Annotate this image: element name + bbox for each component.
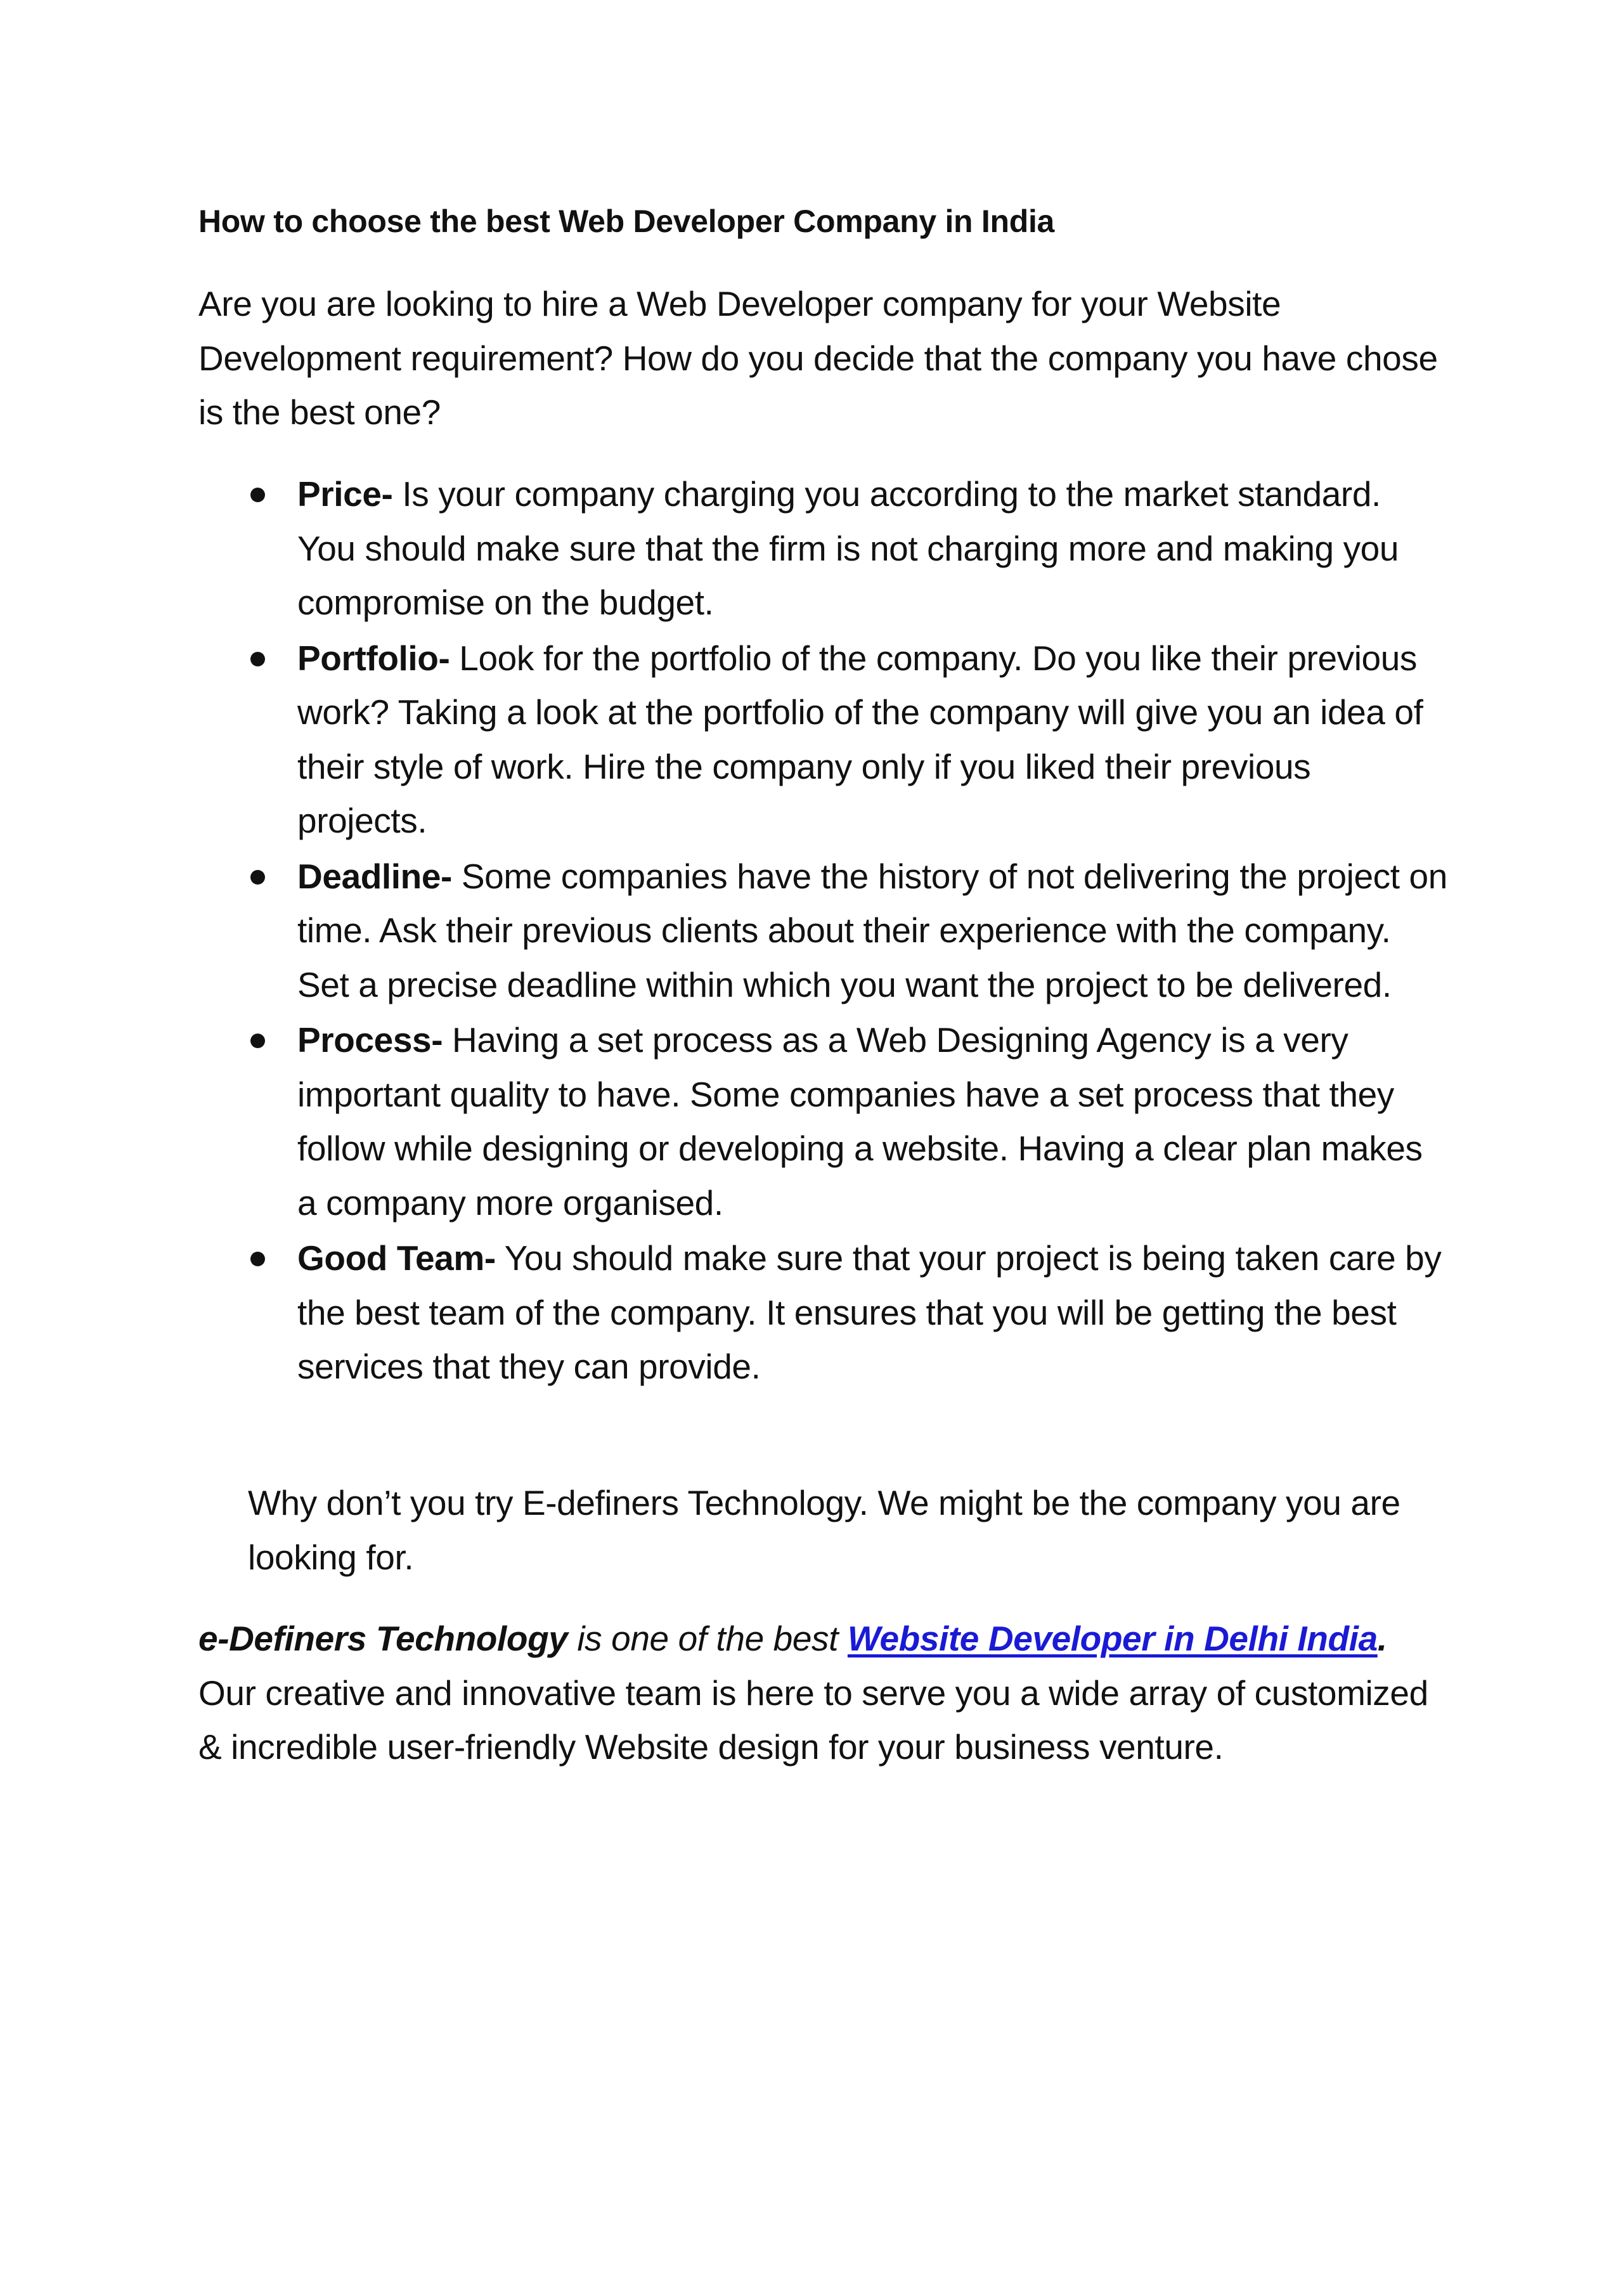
list-item-text: Is your company charging you according to the market standard. You should make sure that the firm is not charging more and making you compromise on the budget. xyxy=(297,474,1399,622)
list-item-term: Price- xyxy=(297,474,393,514)
list-item-deadline xyxy=(198,850,1447,1013)
list-item-text: You should make sure that your project is being taken care by the best team of the company. It ensures that you will be getting the best services that they can provide. xyxy=(297,1238,1442,1386)
list-item-text: Having a set process as a Web Designing Agency is a very important quality to have. Some companies have a set process that they follow while designing or developing a website. Having a clear plan makes a company more organised. xyxy=(297,1020,1423,1223)
promo-period: . xyxy=(1377,1619,1387,1658)
website-developer-link[interactable]: Website Developer in Delhi India xyxy=(847,1619,1378,1658)
bullet-icon xyxy=(250,1252,265,1266)
list-item-text: Look for the portfolio of the company. Do you like their previous work? Taking a look at the portfolio of the company will give you an idea of their style of work. Hire the company only if you liked their previous projects. xyxy=(297,638,1423,840)
list-item-term: Portfolio- xyxy=(297,638,450,678)
criteria-list xyxy=(198,467,1447,1396)
list-item-term: Process- xyxy=(297,1020,443,1060)
intro-paragraph: Are you are looking to hire a Web Developer company for your Website Development requirement? How do you decide that the company you have chose is the best one? xyxy=(198,284,1438,432)
brand-name: e-Definers Technology xyxy=(198,1619,568,1658)
promo-paragraph xyxy=(198,1612,1454,1775)
bullet-icon xyxy=(250,652,265,666)
promo-middle-text: is one of the best xyxy=(567,1619,848,1658)
list-item-term: Deadline- xyxy=(297,856,452,896)
bullet-icon xyxy=(250,870,265,885)
list-item-process xyxy=(198,1013,1447,1230)
list-item-portfolio xyxy=(198,632,1447,848)
list-item-text: Some companies have the history of not delivering the project on time. Ask their previous clients about their experience with the company. Set a precise deadline within which you want the project to be delivered. xyxy=(297,856,1447,1004)
page-title: How to choose the best Web Developer Company in India xyxy=(198,204,1055,239)
promo-rest-text: Our creative and innovative team is here to serve you a wide array of customized & incredible user-friendly Website design for your business venture. xyxy=(198,1673,1428,1767)
bullet-icon xyxy=(250,1034,265,1048)
list-item-price xyxy=(198,467,1447,630)
list-item-good-team xyxy=(198,1231,1447,1394)
bullet-icon xyxy=(250,488,265,502)
list-item-term: Good Team- xyxy=(297,1238,496,1278)
closing-paragraph: Why don’t you try E-definers Technology. We might be the company you are looking for. xyxy=(248,1483,1400,1577)
